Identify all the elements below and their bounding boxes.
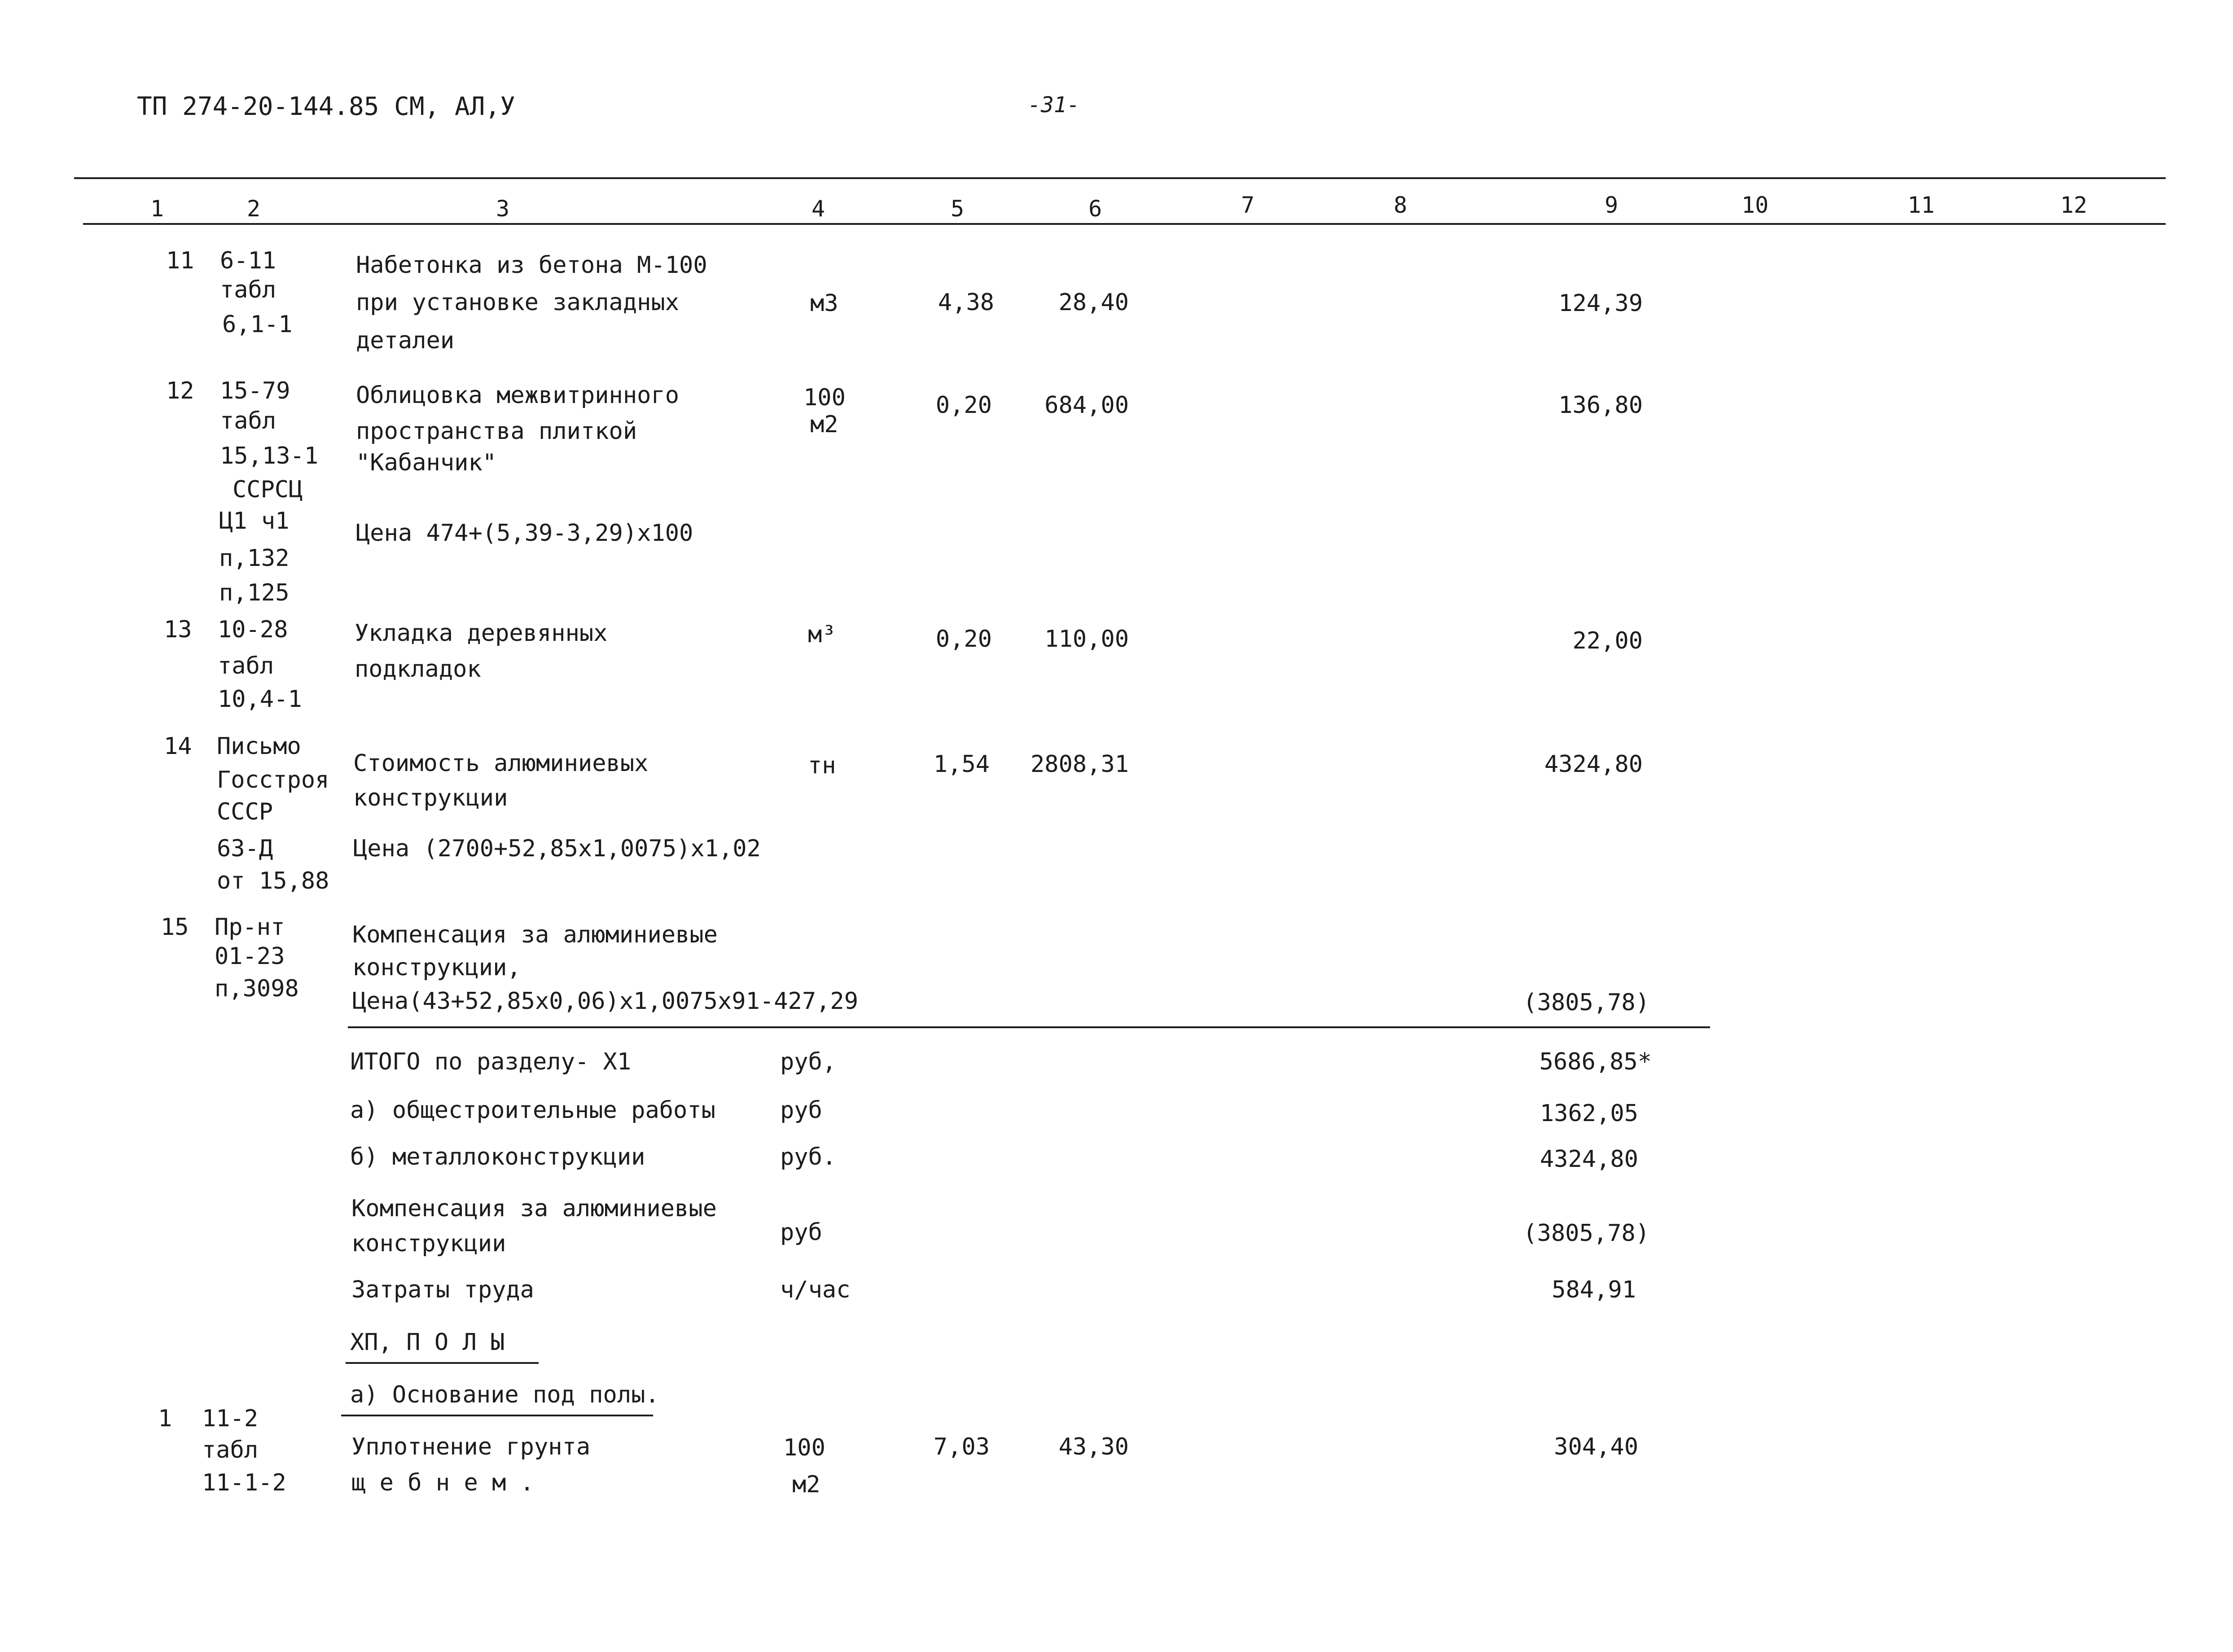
summary-label: Затраты труда — [351, 1276, 534, 1303]
row-unit-line: м2 — [810, 411, 838, 438]
row-description-line: подкладок — [355, 656, 481, 683]
row-ref-line: ССРСЦ — [233, 476, 303, 503]
section-title-underline — [346, 1362, 539, 1364]
row-unit-line: 100 — [803, 384, 846, 411]
column-header-4: 4 — [812, 196, 825, 222]
row-ref-line: 15,13-1 — [220, 443, 319, 469]
column-header-9: 9 — [1605, 192, 1619, 218]
row-description-line: щ е б н е м . — [351, 1469, 534, 1496]
row-price-formula: Цена (2700+52,85х1,0075)х1,02 — [353, 835, 761, 862]
row-ref-line: 6,1-1 — [222, 311, 293, 338]
row-description-line: Укладка деревянных — [355, 620, 608, 647]
row-ref-line: табл — [220, 408, 276, 434]
row-number: 11 — [166, 247, 194, 274]
document-code: ТП 274-20-144.85 СМ, АЛ,У — [137, 92, 515, 121]
section-title: ХП, П О Л Ы — [350, 1329, 505, 1356]
row-description-line: Облицовка межвитринного — [356, 382, 680, 409]
summary-unit: руб — [780, 1097, 822, 1124]
summary-label: Компенсация за алюминиевые — [351, 1195, 717, 1222]
row-quantity: 1,54 — [933, 751, 990, 778]
row-unit-price: 110,00 — [1044, 626, 1129, 653]
row-number: 15 — [161, 914, 189, 941]
row-ref-line: Ц1 ч1 — [219, 508, 290, 535]
row-unit-line: 100 — [783, 1434, 825, 1461]
row-total: 136,80 — [1558, 392, 1643, 419]
row-ref-line: от 15,88 — [217, 868, 329, 894]
summary-unit: руб, — [780, 1048, 837, 1075]
section-total-rule — [348, 1026, 1710, 1028]
row-number: 14 — [164, 733, 192, 760]
summary-value: 5686,85* — [1539, 1048, 1652, 1075]
row-description-line: Уплотнение грунта — [351, 1433, 591, 1460]
row-description-line: Компенсация за алюминиевые — [352, 921, 718, 948]
summary-value: 1362,05 — [1540, 1100, 1638, 1127]
row-description-line: "Кабанчик" — [356, 449, 497, 476]
row-total: 22,00 — [1572, 627, 1643, 654]
summary-unit: ч/час — [780, 1276, 851, 1303]
column-header-5: 5 — [951, 196, 965, 222]
row-quantity: 0,20 — [935, 392, 992, 419]
row-number: 12 — [166, 377, 194, 404]
row-ref-line: п,132 — [219, 545, 290, 572]
column-header-3: 3 — [496, 196, 510, 222]
column-header-2: 2 — [247, 196, 261, 222]
row-ref-line: табл — [220, 276, 276, 303]
row-ref-line: 10-28 — [218, 616, 288, 643]
row-price-formula: Цена 474+(5,39-3,29)х100 — [356, 520, 693, 547]
column-header-10: 10 — [1742, 192, 1769, 218]
summary-label: б) металлоконструкции — [350, 1144, 645, 1170]
row-unit: м3 — [810, 290, 838, 317]
row-ref-line: 11-1-2 — [202, 1469, 286, 1496]
section-subtitle: а) Основание под полы. — [350, 1381, 659, 1408]
row-unit-price: 28,40 — [1058, 289, 1129, 316]
column-header-6: 6 — [1088, 196, 1102, 222]
row-ref-line: 63-Д — [217, 835, 273, 862]
row-ref-line: 6-11 — [220, 247, 276, 274]
row-unit-price: 684,00 — [1044, 392, 1129, 419]
row-ref-line: Пр-нт — [215, 914, 285, 941]
row-ref-line: 10,4-1 — [218, 686, 302, 713]
row-ref-line: Письмо — [217, 733, 301, 760]
summary-unit: руб — [780, 1219, 822, 1246]
row-quantity: 4,38 — [938, 289, 994, 316]
row-description-line: конструкции — [353, 784, 508, 811]
row-description-line: деталеи — [356, 327, 455, 354]
row-number: 13 — [164, 616, 192, 643]
row-ref-line: 11-2 — [202, 1405, 259, 1432]
column-header-7: 7 — [1241, 192, 1255, 218]
summary-value: 584,91 — [1552, 1276, 1636, 1303]
row-description-line: пространства плиткой — [356, 418, 637, 445]
row-number: 1 — [158, 1405, 172, 1432]
row-total: 304,40 — [1554, 1433, 1638, 1460]
row-ref-line: 01-23 — [215, 943, 285, 970]
row-ref-line: СССР — [217, 798, 273, 825]
row-quantity: 7,03 — [933, 1433, 990, 1460]
row-ref-line: табл — [218, 653, 274, 679]
row-description-line: при установке закладных — [356, 289, 680, 316]
row-unit: тн — [808, 752, 836, 779]
row-ref-line: табл — [202, 1437, 259, 1464]
column-header-12: 12 — [2060, 192, 2088, 218]
row-unit-price: 43,30 — [1058, 1433, 1129, 1460]
row-ref-line: п,3098 — [215, 975, 299, 1002]
column-header-1: 1 — [150, 196, 164, 222]
row-quantity: 0,20 — [935, 626, 992, 653]
summary-unit: руб. — [780, 1144, 837, 1170]
row-total: (3805,78) — [1523, 989, 1650, 1016]
column-header-8: 8 — [1394, 192, 1408, 218]
row-description-line: конструкции, — [352, 954, 521, 981]
row-unit: м³ — [808, 621, 836, 648]
row-description-line: Стоимость алюминиевых — [353, 750, 649, 777]
summary-value: 4324,80 — [1540, 1146, 1638, 1173]
row-total: 4324,80 — [1544, 751, 1643, 778]
row-total: 124,39 — [1558, 290, 1643, 317]
section-subtitle-underline — [341, 1415, 653, 1416]
summary-label: ИТОГО по разделу- Х1 — [350, 1048, 632, 1075]
row-unit-price: 2808,31 — [1030, 751, 1129, 778]
summary-label: конструкции — [351, 1230, 506, 1257]
row-description-line: Цена(43+52,85х0,06)х1,0075х91-427,29 — [352, 988, 859, 1015]
row-unit-line: м2 — [792, 1471, 820, 1498]
row-ref-line: Госстроя — [217, 767, 329, 793]
summary-label: а) общестроительные работы — [350, 1097, 715, 1124]
row-ref-line: п,125 — [219, 579, 290, 606]
row-ref-line: 15-79 — [220, 377, 290, 404]
table-header-rule — [83, 223, 2166, 225]
summary-value: (3805,78) — [1523, 1220, 1650, 1247]
column-header-11: 11 — [1908, 192, 1935, 218]
row-description-line: Набетонка из бетона М-100 — [356, 252, 707, 279]
table-top-rule — [74, 177, 2166, 179]
page-number: -31- — [1028, 92, 1080, 118]
